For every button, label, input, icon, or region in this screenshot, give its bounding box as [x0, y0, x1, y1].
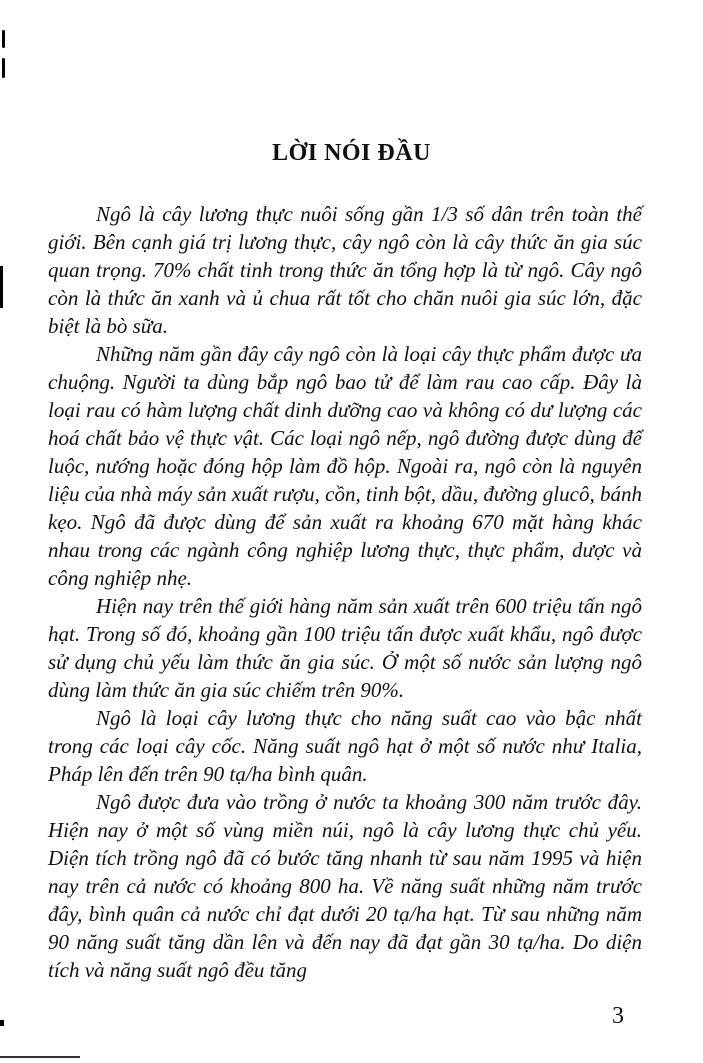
preface-body	[48, 200, 642, 984]
scan-edge-mark	[2, 30, 5, 48]
paragraph-5: Ngô được đưa vào trồng ở nước ta khoảng 300 năm trước đây. Hiện nay ở một số vùng miền núi, ngô là cây lương thực chủ yếu. Diện tích trồng ngô đã có bước tăng nhanh từ sau năm 1995 và hiện nay trên cả nước có khoảng 800 ha. Về năng suất những năm trước đây, bình quân cả nước chỉ đạt dưới 20 tạ/ha hạt. Từ sau những năm 90 năng suất tăng dần lên và đến nay đã đạt gần 30 tạ/ha. Do diện tích và năng suất ngô đều tăng	[48, 790, 642, 982]
paragraph-4: Ngô là loại cây lương thực cho năng suất cao vào bậc nhất trong các loại cây cốc. Năng suất ngô hạt ở một số nước như Italia, Pháp lên đến trên 90 tạ/ha bình quân.	[48, 706, 642, 786]
paragraph-3: Hiện nay trên thế giới hàng năm sản xuất trên 600 triệu tấn ngô hạt. Trong số đó, khoảng gần 100 triệu tấn được xuất khẩu, ngô được sử dụng chủ yếu làm thức ăn gia súc. Ở một số nước sản lượng ngô dùng làm thức ăn gia súc chiếm trên 90%.	[48, 594, 642, 702]
scan-edge-mark	[0, 1020, 4, 1026]
page-title: LỜI NÓI ĐẦU	[272, 140, 431, 166]
scan-bottom-line	[0, 1056, 80, 1058]
paragraph-2: Những năm gần đây cây ngô còn là loại cây thực phẩm được ưa chuộng. Người ta dùng bắp ngô bao tử để làm rau cao cấp. Đây là loại rau có hàm lượng chất dinh dưỡng cao và không có dư lượng các hoá chất bảo vệ thực vật. Các loại ngô nếp, ngô đường được dùng để luộc, nướng hoặc đóng hộp làm đồ hộp. Ngoài ra, ngô còn là nguyên liệu của nhà máy sản xuất rượu, cồn, tinh bột, dầu, đường glucô, bánh kẹo. Ngô đã được dùng để sản xuất ra khoảng 670 mặt hàng khác nhau trong các ngành công nghiệp lương thực, thực phẩm, dược và công nghiệp nhẹ.	[48, 342, 642, 590]
scan-edge-mark	[2, 58, 5, 78]
scan-edge-mark	[0, 266, 3, 308]
page-number: 3	[612, 1003, 624, 1029]
paragraph-1: Ngô là cây lương thực nuôi sống gần 1/3 số dân trên toàn thế giới. Bên cạnh giá trị lương thực, cây ngô còn là cây thức ăn gia súc quan trọng. 70% chất tinh trong thức ăn tổng hợp là từ ngô. Cây ngô còn là thức ăn xanh và ủ chua rất tốt cho chăn nuôi gia súc lớn, đặc biệt là bò sữa.	[48, 202, 642, 338]
